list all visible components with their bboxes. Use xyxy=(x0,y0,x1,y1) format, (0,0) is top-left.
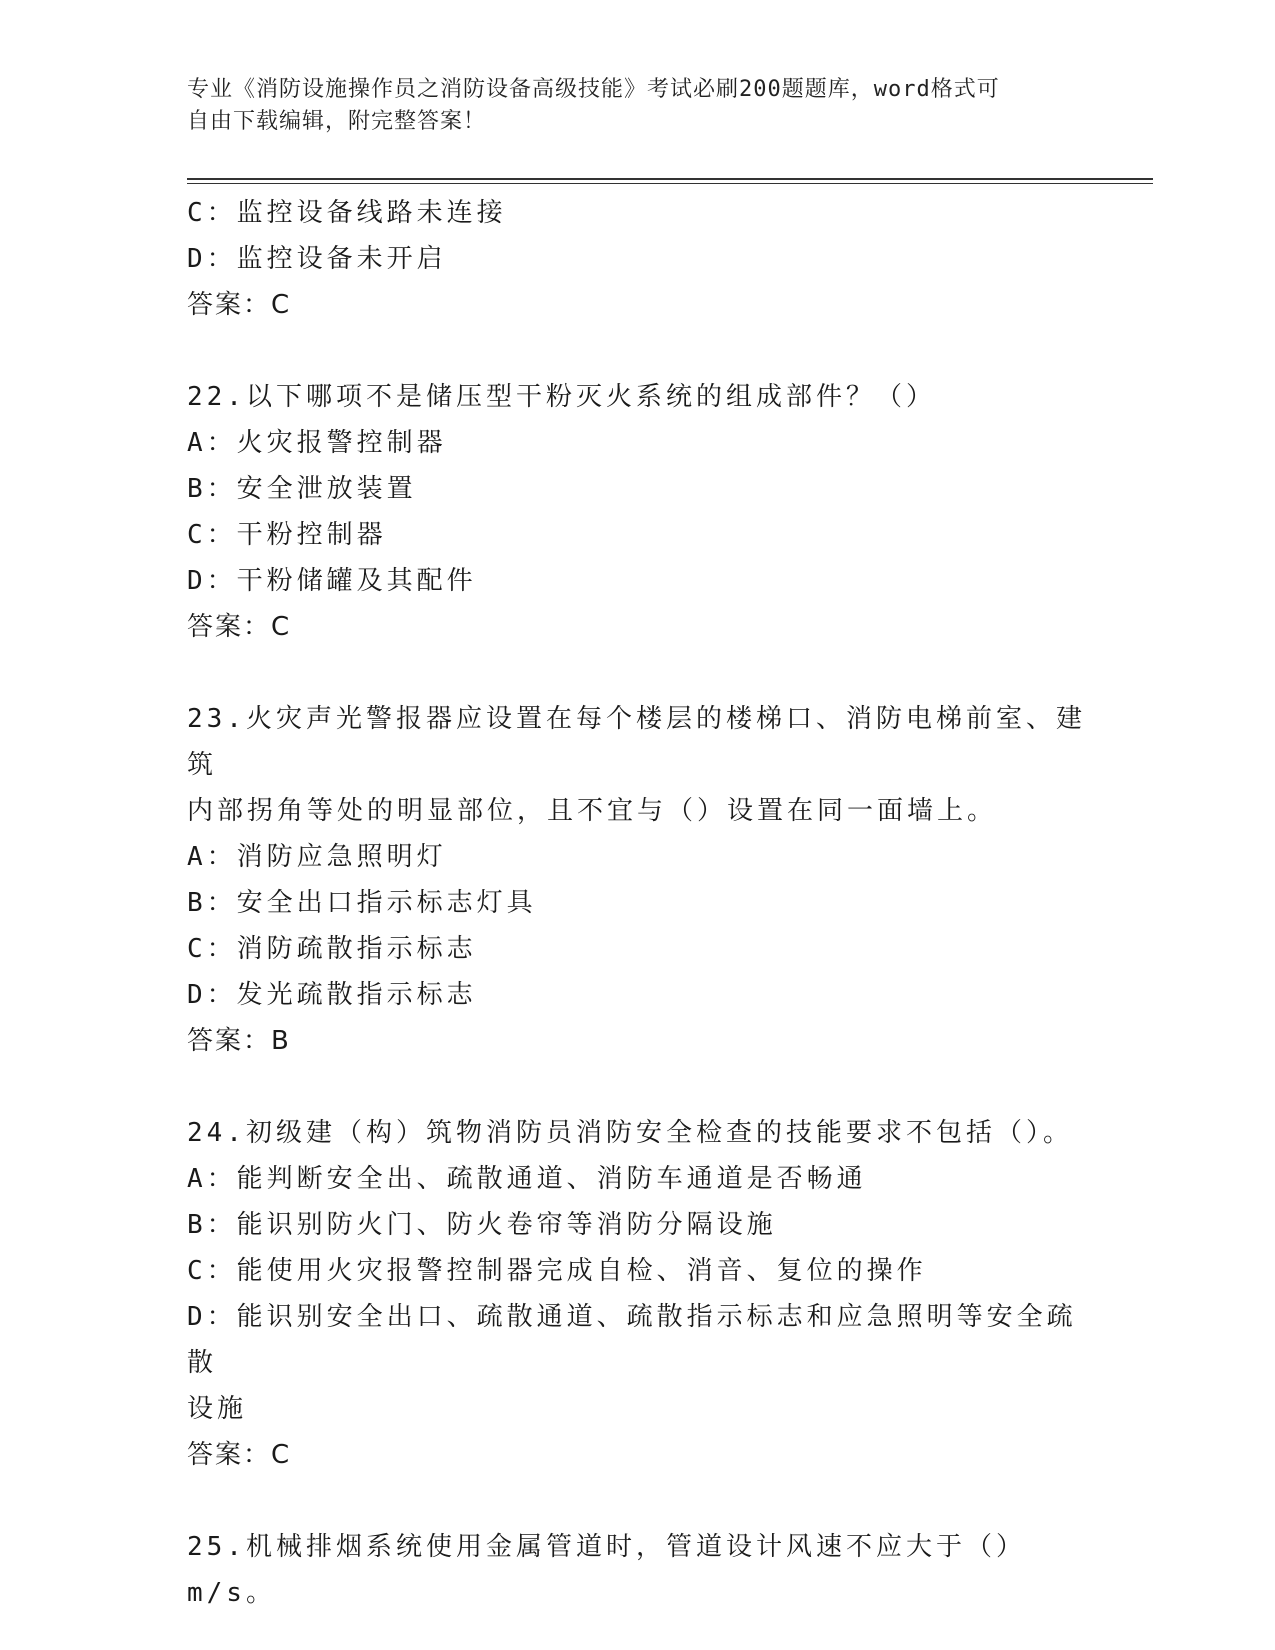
option-c: C：能使用火灾报警控制器完成自检、消音、复位的操作 xyxy=(187,1256,927,1286)
question-stem-line-1: 23.火灾声光警报器应设置在每个楼层的楼梯口、消防电梯前室、建筑 xyxy=(187,704,1086,780)
question-list xyxy=(187,190,1087,1616)
option-a: A：消防应急照明灯 xyxy=(187,842,447,872)
question-23 xyxy=(187,696,1087,1064)
question-22 xyxy=(187,374,1087,650)
option-c: C：消防疏散指示标志 xyxy=(187,934,477,964)
question-21-continued xyxy=(187,190,1087,328)
document-header xyxy=(187,74,1067,138)
option-b: B：安全泄放装置 xyxy=(187,474,417,504)
option-a: A：能判断安全出、疏散通道、消防车通道是否畅通 xyxy=(187,1164,867,1194)
answer: 答案：C xyxy=(187,1440,292,1470)
option-d: D：监控设备未开启 xyxy=(187,244,447,274)
spacer xyxy=(187,1064,1087,1110)
option-b: B：能识别防火门、防火卷帘等消防分隔设施 xyxy=(187,1210,777,1240)
option-b: B：安全出口指示标志灯具 xyxy=(187,888,537,918)
option-a: A：火灾报警控制器 xyxy=(187,428,447,458)
header-line-2: 自由下载编辑，附完整答案！ xyxy=(187,109,487,134)
question-stem: 25.机械排烟系统使用金属管道时，管道设计风速不应大于（）m/s。 xyxy=(187,1532,1026,1608)
option-d: D：干粉储罐及其配件 xyxy=(187,566,477,596)
question-stem: 24.初级建（构）筑物消防员消防安全检查的技能要求不包括（）。 xyxy=(187,1118,1073,1148)
answer: 答案：C xyxy=(187,290,292,320)
spacer xyxy=(187,1478,1087,1524)
option-c: C：干粉控制器 xyxy=(187,520,387,550)
spacer xyxy=(187,328,1087,374)
option-d-line-2: 设施 xyxy=(187,1394,248,1424)
option-c: C：监控设备线路未连接 xyxy=(187,198,507,228)
header-rule-thin xyxy=(187,183,1153,184)
header-line-1: 专业《消防设施操作员之消防设备高级技能》考试必刷200题题库，word格式可 xyxy=(187,77,1000,102)
question-24 xyxy=(187,1110,1087,1478)
question-stem-line-2: 内部拐角等处的明显部位，且不宜与（）设置在同一面墙上。 xyxy=(187,796,998,826)
option-d-line-1: D：能识别安全出口、疏散通道、疏散指示标志和应急照明等安全疏散 xyxy=(187,1302,1077,1378)
answer: 答案：B xyxy=(187,1026,291,1056)
spacer xyxy=(187,650,1087,696)
header-rule-thick xyxy=(187,178,1153,180)
answer: 答案：C xyxy=(187,612,292,642)
option-d: D：发光疏散指示标志 xyxy=(187,980,477,1010)
question-stem: 22.以下哪项不是储压型干粉灭火系统的组成部件？（） xyxy=(187,382,936,412)
question-25 xyxy=(187,1524,1087,1616)
